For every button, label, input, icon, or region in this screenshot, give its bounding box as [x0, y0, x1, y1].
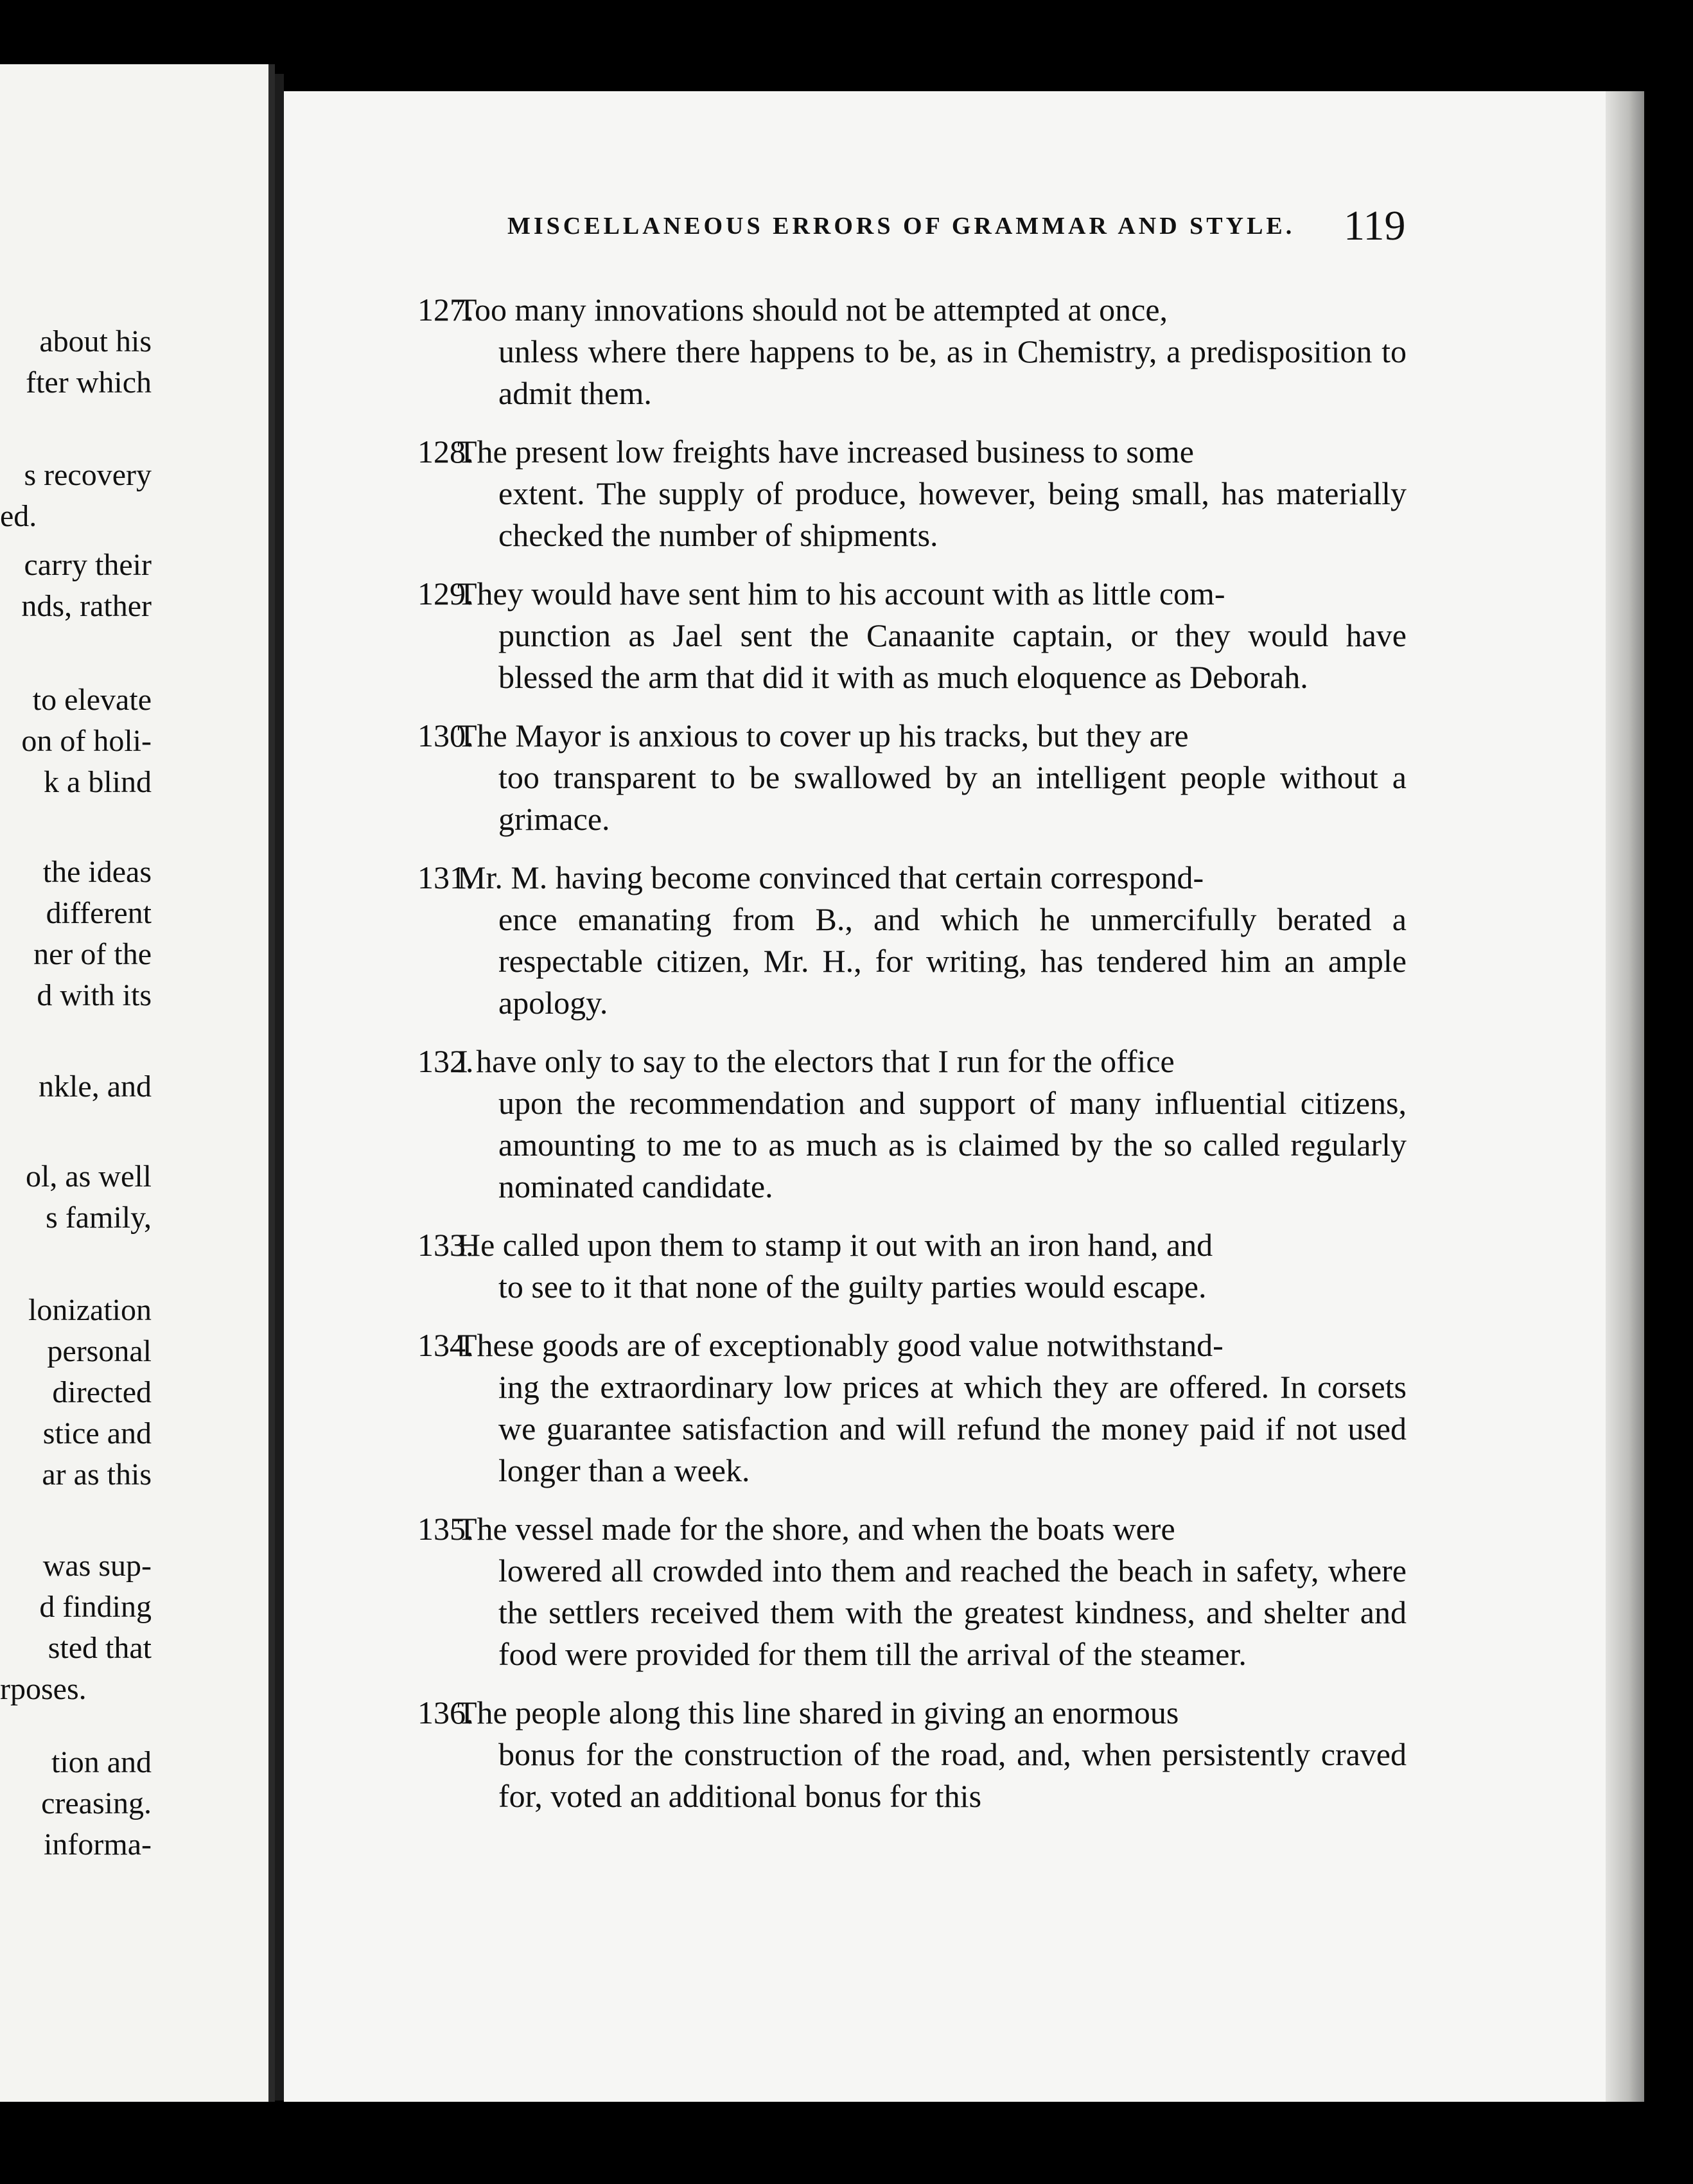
- entry-number: 130.: [417, 718, 474, 753]
- left-page-text: about his: [39, 324, 152, 358]
- left-page-text: ol, as well: [26, 1159, 152, 1193]
- entry-list: [417, 289, 1407, 1834]
- left-page-text: to elevate: [32, 683, 152, 717]
- left-page-text: tion and: [51, 1745, 152, 1779]
- left-page-text: informa-: [44, 1827, 152, 1862]
- left-page-text: directed: [52, 1375, 152, 1409]
- entry-first-line: I have only to say to the electors that I run for the office: [457, 1043, 1175, 1079]
- entry-number: 128.: [417, 434, 474, 470]
- left-page-text: sted that: [48, 1631, 152, 1665]
- entry-first-line: The people along this line shared in giving an enormous: [457, 1695, 1179, 1730]
- entry-text: lowered all crowded into them and reached the beach in safety, where the settlers received them with the greatest kindness, and shelter and food were provided for them till the arrival of the steamer.: [498, 1553, 1407, 1672]
- left-page-text: on of holi-: [21, 724, 152, 758]
- entry-text: punction as Jael sent the Canaanite captain, or they would have blessed the arm that did it with as much eloquence as Deborah.: [498, 617, 1407, 695]
- list-item: [417, 1692, 1407, 1817]
- left-page-text: different: [46, 896, 152, 930]
- list-item: [417, 289, 1407, 414]
- entry-text: extent. The supply of produce, however, being small, has materially checked the number of shipments.: [498, 475, 1407, 553]
- entry-text: unless where there happens to be, as in Chemistry, a predisposition to admit them.: [498, 333, 1407, 411]
- entry-text: ence emanating from B., and which he unmercifully berated a respectable citizen, Mr. H., for writing, has tendered him an ample apology.: [498, 901, 1407, 1021]
- running-head: MISCELLANEOUS ERRORS OF GRAMMAR AND STYLE.: [507, 213, 1295, 240]
- list-item: [417, 573, 1407, 698]
- entry-number: 131.: [417, 859, 474, 895]
- left-page-text: d finding: [39, 1590, 152, 1624]
- left-page-text: nds, rather: [21, 589, 152, 623]
- left-page-text: fter which: [26, 365, 152, 400]
- entry-number: 132.: [417, 1043, 474, 1079]
- entry-first-line: The vessel made for the shore, and when the boats were: [457, 1511, 1175, 1547]
- left-page-text: lonization: [28, 1293, 152, 1327]
- left-page-text: stice and: [42, 1416, 152, 1450]
- left-page-text: carry their: [24, 548, 152, 582]
- left-page-text: the ideas: [42, 855, 152, 889]
- list-item: [417, 715, 1407, 840]
- entry-number: 127.: [417, 292, 474, 328]
- left-page-text: d with its: [37, 978, 152, 1012]
- entry-text: ing the extraordinary low prices at which they are offered. In corsets we guarantee satisfaction and will refund the money paid if not used longer than a week.: [498, 1369, 1407, 1488]
- entry-number: 133.: [417, 1227, 474, 1263]
- entry-text: upon the recommendation and support of many influential citizens, amounting to me to as much as is claimed by the so called regularly nominated candidate.: [498, 1085, 1407, 1204]
- entry-first-line: These goods are of exceptionably good value notwithstand-: [457, 1327, 1224, 1363]
- left-page-text: ar as this: [42, 1457, 152, 1492]
- left-page-text: s family,: [46, 1201, 152, 1235]
- entry-first-line: Mr. M. having become convinced that certain correspond-: [457, 859, 1204, 895]
- page-number: 119: [1344, 202, 1406, 249]
- left-page-text: was sup-: [42, 1549, 152, 1583]
- list-item: [417, 431, 1407, 556]
- list-item: [417, 1224, 1407, 1308]
- entry-number: 136.: [417, 1695, 474, 1730]
- entry-first-line: They would have sent him to his account with as little com-: [457, 576, 1225, 612]
- left-page-text: k a blind: [44, 765, 152, 799]
- entry-number: 129.: [417, 576, 474, 612]
- left-page-text: creasing.: [41, 1786, 152, 1820]
- left-page-text: personal: [47, 1334, 152, 1368]
- page-edge: [1606, 91, 1644, 2102]
- entry-first-line: He called upon them to stamp it out with an iron hand, and: [457, 1227, 1213, 1263]
- entry-text: bonus for the construction of the road, and, when persistently craved for, voted an additional bonus for this: [498, 1736, 1407, 1814]
- left-page-text: ed.: [0, 499, 37, 533]
- list-item: [417, 1325, 1407, 1492]
- left-page: [0, 64, 275, 2102]
- entry-text: too transparent to be swallowed by an intelligent people without a grimace.: [498, 759, 1407, 837]
- entry-first-line: Too many innovations should not be attempted at once,: [457, 292, 1168, 328]
- left-page-text: rposes.: [0, 1672, 87, 1706]
- entry-first-line: The present low freights have increased business to some: [457, 434, 1194, 470]
- entry-number: 135.: [417, 1511, 474, 1547]
- entry-text: to see to it that none of the guilty parties would escape.: [498, 1269, 1207, 1305]
- entry-number: 134.: [417, 1327, 474, 1363]
- book-gutter: [275, 74, 284, 2100]
- list-item: [417, 857, 1407, 1024]
- left-page-text: nkle, and: [39, 1070, 152, 1104]
- left-page-text: ner of the: [33, 937, 152, 971]
- entry-first-line: The Mayor is anxious to cover up his tracks, but they are: [457, 718, 1189, 753]
- left-page-text: s recovery: [24, 458, 152, 492]
- list-item: [417, 1041, 1407, 1208]
- list-item: [417, 1508, 1407, 1675]
